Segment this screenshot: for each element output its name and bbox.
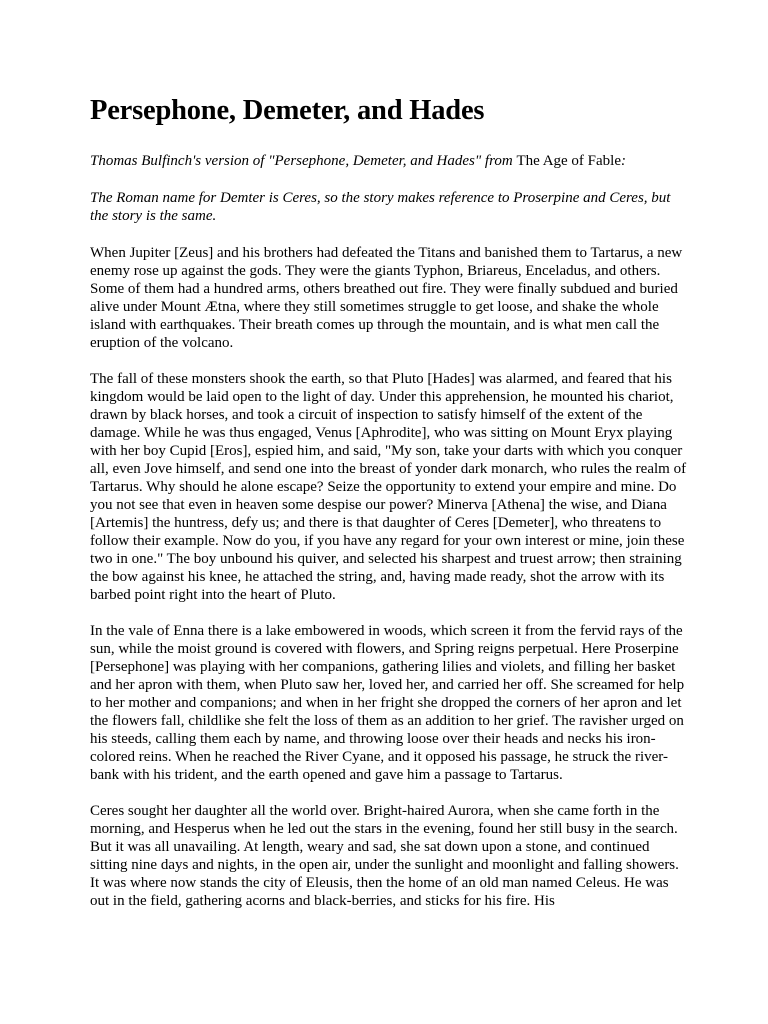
attribution-lead: Thomas Bulfinch's version of "Persephone, Demeter, and Hades" from [90,153,513,169]
attribution-colon: : [621,153,627,169]
paragraph-titans: When Jupiter [Zeus] and his brothers had defeated the Titans and banished them to Tartarus, a new enemy rose up against the gods. They were the giants Typhon, Briareus, Enceladus, and others. Some of them had a hundred arms, others breathed out fire. They were finally subdued and buried alive under Mount Ætna, where they still sometimes struggle to get loose, and shake the whole island with earthquakes. Their breath comes up through the mountain, and is what men call the eruption of the volcano. [90,245,683,351]
paragraph-enna: In the vale of Enna there is a lake embowered in woods, which screen it from the fervid rays of the sun, while the moist ground is covered with flowers, and Spring reigns perpetual. Here Proserpine [Persephone] was playing with her companions, gathering lilies and violets, and filling her basket and her apron with them, when Pluto saw her, loved her, and carried her off. She screamed for help to her mother and companions; and when in her fright she dropped the corners of her apron and let the flowers fall, childlike she felt the loss of them as an addition to her grief. The ravisher urged on his steeds, calling them each by name, and throwing loose over their heads and necks his iron-colored reins. When he reached the River Cyane, and it opposed his passage, he struck the river-bank with his trident, and the earth opened and gave him a passage to Tartarus. [90,623,685,783]
document-page [90,93,690,928]
book-title: The Age of Fable [516,153,622,169]
translation-note: The Roman name for Demter is Ceres, so the story makes reference to Proserpine and Ceres, but the story is the same. [90,190,671,224]
page-title: Persephone, Demeter, and Hades [90,95,485,126]
attribution-line [90,152,690,170]
paragraph-venus-cupid: The fall of these monsters shook the earth, so that Pluto [Hades] was alarmed, and feared that his kingdom would be laid open to the light of day. Under this apprehension, he mounted his chariot, drawn by black horses, and took a circuit of inspection to satisfy himself of the extent of the damage. While he was thus engaged, Venus [Aphrodite], who was sitting on Mount Eryx playing with her boy Cupid [Eros], espied him, and said, "My son, take your darts with which you conquer all, even Jove himself, and send one into the breast of yonder dark monarch, who rules the realm of Tartarus. Why should he alone escape? Seize the opportunity to extend your empire and mine. Do you not see that even in heaven some despise our power? Minerva [Athena] the wise, and Diana [Artemis] the huntress, defy us; and there is that daughter of Ceres [Demeter], who threatens to follow their example. Now do you, if you have any regard for your own interest or mine, join these two in one." The boy unbound his quiver, and selected his sharpest and truest arrow; then straining the bow against his knee, he attached the string, and, having made ready, shot the arrow with its barbed point right into the heart of Pluto. [90,371,687,603]
paragraph-ceres-search: Ceres sought her daughter all the world over. Bright-haired Aurora, when she came forth in the morning, and Hesperus when he led out the stars in the evening, found her still busy in the search. But it was all unavailing. At length, weary and sad, she sat down upon a stone, and continued sitting nine days and nights, in the open air, under the sunlight and moonlight and falling showers. It was where now stands the city of Eleusis, then the home of an old man named Celeus. He was out in the field, gathering acorns and black-berries, and sticks for his fire. His [90,803,679,909]
